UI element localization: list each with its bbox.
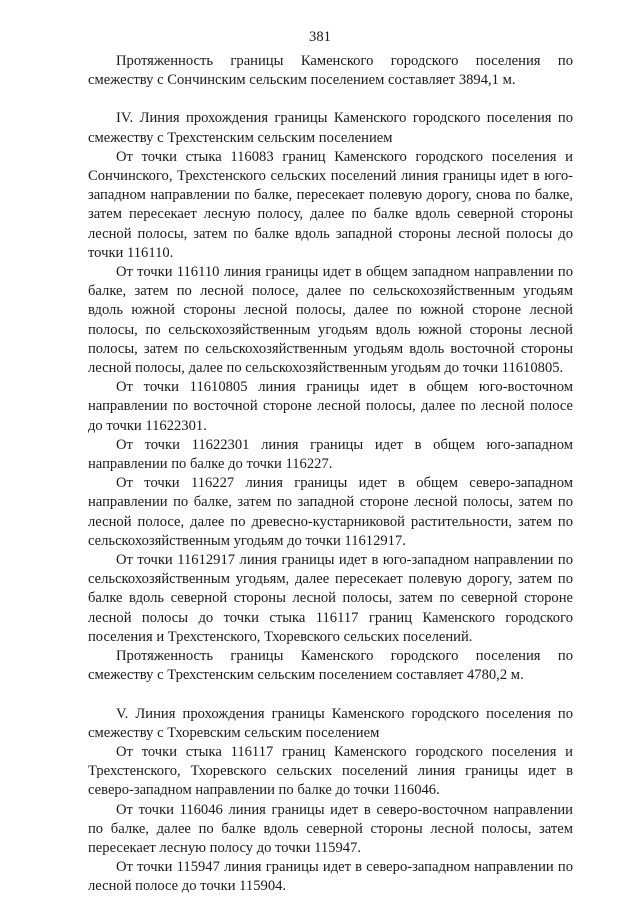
paragraph: От точки 116110 линия границы идет в общем западном направлении по балке, затем по лесной полосе, далее по сельскохозяйственным угодьям вдоль южной стороны лесной полосы, далее по южной стороне лесной полосы, по сельскохозяйственным угодьям вдоль южной стороны лесной полосы, затем по сельскохозяйственным угодьям вдоль восточной стороны лесной полосы, далее по сельскохозяйственным угодьям до точки 11610805. bbox=[88, 264, 573, 377]
document-body bbox=[88, 52, 573, 897]
paragraph: От точки 11612917 линия границы идет в юго-западном направлении по сельскохозяйственным угодьям, далее пересекает полевую дорогу, затем по балке вдоль северной стороны лесной полосы, затем по северной стороне лесной полосы до точки стыка 116117 границ Каменского городского поселения и Трехстенского, Тхоревского сельских поселений. bbox=[88, 552, 573, 645]
section-heading-v: V. Линия прохождения границы Каменского городского поселения по смежеству с Тхоревским сельским поселением bbox=[88, 705, 573, 741]
paragraph: От точки 115947 линия границы идет в северо-западном направлении по лесной полосе до точки 115904. bbox=[88, 859, 573, 895]
paragraph: От точки 11610805 линия границы идет в общем юго-восточном направлении по восточной стороне лесной полосы, далее по лесной полосе до точки 11622301. bbox=[88, 379, 573, 434]
section-heading-iv: IV. Линия прохождения границы Каменского городского поселения по смежеству с Трехстенским сельским поселением bbox=[88, 110, 573, 146]
paragraph: От точки 116227 линия границы идет в общем северо-западном направлении по балке, затем по западной стороне лесной полосы, затем по лесной полосе, далее по древесно-кустарниковой растительности, затем по сельскохозяйственным угодьям до точки 11612917. bbox=[88, 475, 573, 549]
paragraph-length-trekhstenskoe: Протяженность границы Каменского городского поселения по смежеству с Трехстенским сельским поселением составляет 4780,2 м. bbox=[88, 648, 573, 684]
paragraph: От точки 116046 линия границы идет в северо-восточном направлении по балке, далее по балке вдоль северной стороны лесной полосы, затем пересекает лесную полосу до точки 115947. bbox=[88, 801, 573, 856]
paragraph: От точки стыка 116117 границ Каменского городского поселения и Трехстенского, Тхоревского сельских поселений линия границы идет в северо-западном направлении по балке до точки 116046. bbox=[88, 743, 573, 799]
paragraph: От точки 11622301 линия границы идет в общем юго-западном направлении по балке до точки 116227. bbox=[88, 436, 573, 473]
paragraph: От точки стыка 116083 границ Каменского городского поселения и Сончинского, Трехстенского сельских поселений линия границы идет в юго-западном направлении по балке, пересекает полевую дорогу, снова по балке, затем пересекает лесную полосу, далее по балке вдоль северной стороны лесной полосы, затем по балке вдоль западной стороны лесной полосы до точки 116110. bbox=[88, 148, 573, 261]
paragraph-length-sonchinskoe: Протяженность границы Каменского городского поселения по смежеству с Сончинским сельским поселением составляет 3894,1 м. bbox=[88, 53, 573, 89]
page-number: 381 bbox=[309, 29, 331, 45]
